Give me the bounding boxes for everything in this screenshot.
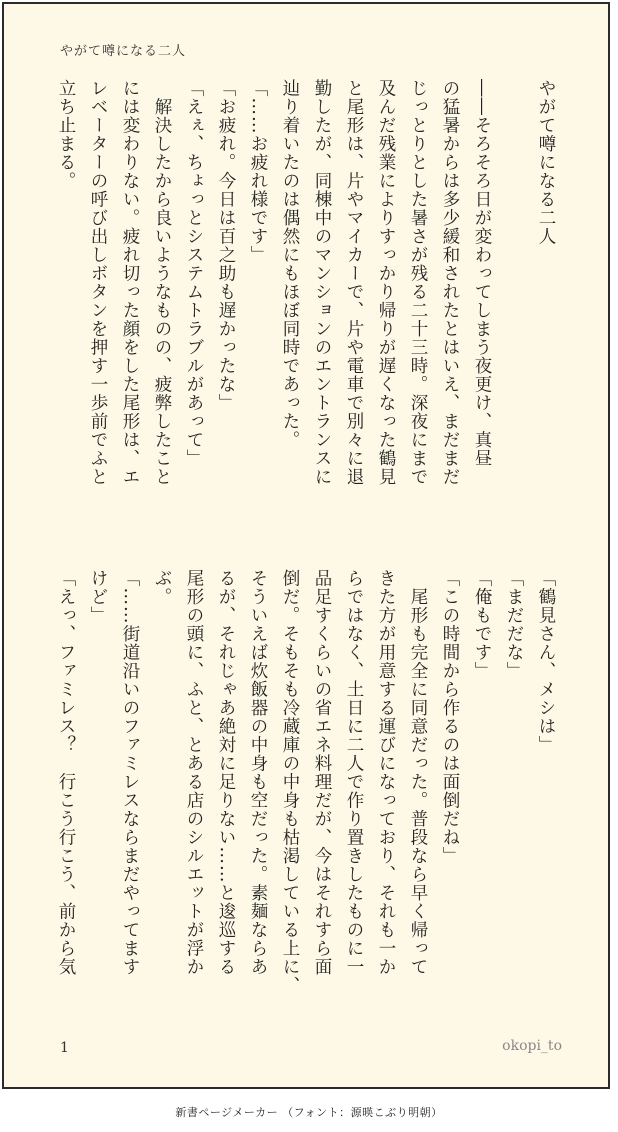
text-column: 「えぇ、ちょっとシステムトラブルがあって」 <box>184 79 204 468</box>
text-column: らではなく、土日に二人で作り置きしたものに一 <box>344 569 364 976</box>
upper-text-block <box>52 79 562 537</box>
author-handle: okopi_to <box>502 1038 562 1054</box>
text-column: けど」 <box>88 569 108 625</box>
text-column: 辿り着いたのは偶然にもほぼ同時であった。 <box>280 79 300 449</box>
text-column: 「この時間から作るのは面倒だね」 <box>440 569 460 865</box>
text-column: 「……お疲れ様です」 <box>248 79 268 264</box>
text-column: じっとりとした暑さが残る二十三時。深夜にまで <box>408 79 428 486</box>
text-column: るが、それじゃあ絶対に足りない……と逡巡する <box>216 569 236 976</box>
text-column: 「お疲れ。今日は百之助も遅かったな」 <box>216 79 236 412</box>
text-column: 尾形も完全に同意だった。普段なら早く帰って <box>408 569 428 976</box>
text-column <box>498 79 530 537</box>
text-column: 及んだ残業によりすっかり帰りが遅くなった鶴見 <box>376 79 396 486</box>
page-number: 1 <box>60 1040 69 1056</box>
text-column: ――そろそろ日が変わってしまう夜更け、真昼 <box>472 79 492 468</box>
text-column: 解決したから良いようなものの、疲弊したこと <box>152 79 172 486</box>
text-column: 勤したが、同棟中のマンションのエントランスに <box>312 79 332 486</box>
text-column: きた方が用意する運びになっており、それも一か <box>376 569 396 976</box>
footer-credit: 新書ページメーカー （フォント：源暎こぶり明朝） <box>175 1106 443 1119</box>
text-column: 「俺もです」 <box>472 569 492 680</box>
text-column: 立ち止まる。 <box>56 79 76 190</box>
text-column: そういえば炊飯器の中身も空だった。素麺ならあ <box>248 569 268 976</box>
story-title: やがて噂になる二人 <box>536 79 556 246</box>
text-column: の猛暑からは多少緩和されたとはいえ、まだまだ <box>440 79 460 486</box>
text-column: 「鶴見さん、メシは」 <box>536 569 556 754</box>
text-column: 品足すくらいの省エネ料理だが、今はそれすら面 <box>312 569 332 976</box>
text-column: 「……街道沿いのファミレスならまだやってます <box>120 569 140 976</box>
text-column: と尾形は、片やマイカーで、片や電車で別々に退 <box>344 79 364 486</box>
lower-text-block <box>52 569 562 1014</box>
running-header: やがて噂になる二人 <box>60 44 187 59</box>
text-column: レベーターの呼び出しボタンを押す一歩前でふと <box>88 79 108 486</box>
text-column: ぶ。 <box>152 569 172 606</box>
text-column: 尾形の頭に、ふと、とある店のシルエットが浮か <box>184 569 204 976</box>
text-column: には変わりない。疲れ切った顔をした尾形は、エ <box>120 79 140 486</box>
text-column: 「えっ、ファミレス？ 行こう行こう、前から気 <box>56 569 76 976</box>
text-column: 倒だ。そもそも冷蔵庫の中身も枯渇している上に、 <box>280 569 300 995</box>
text-column: 「まだだな」 <box>504 569 524 680</box>
book-page <box>2 2 610 1089</box>
